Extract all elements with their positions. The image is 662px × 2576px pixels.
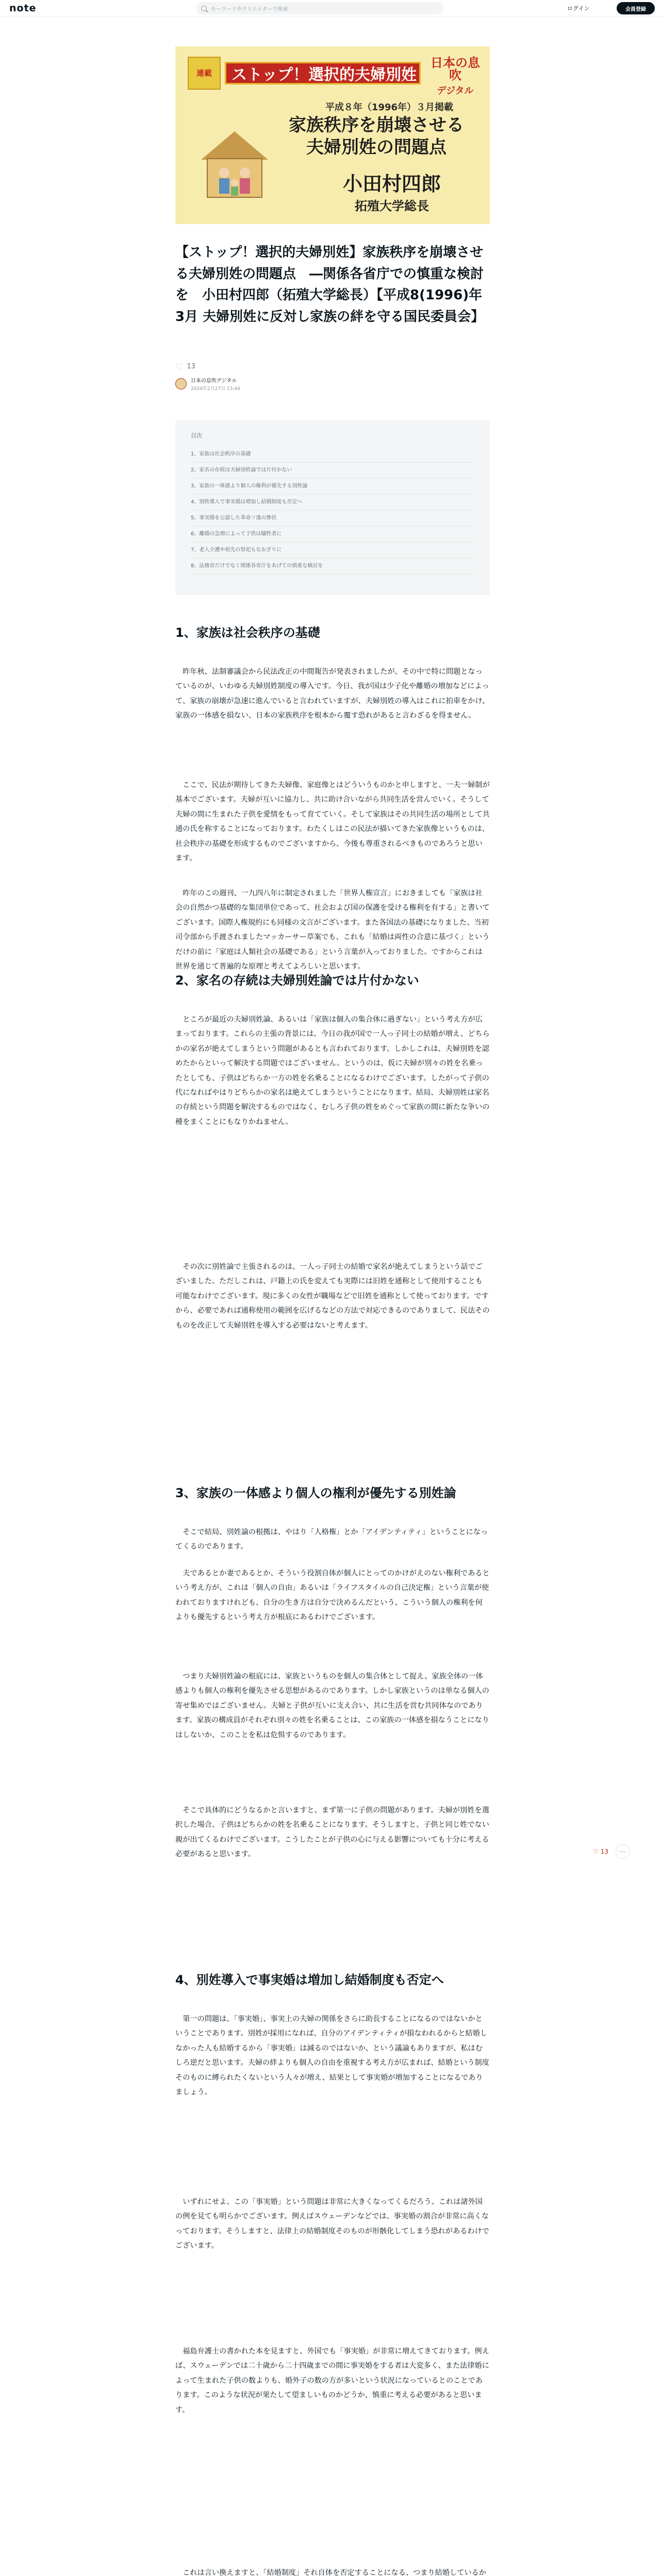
hero-affiliation: 拓殖大学総長 <box>355 199 429 213</box>
author-info[interactable] <box>175 376 240 392</box>
hero-image <box>175 46 490 224</box>
hero-title-line2: 夫婦別姓の問題点 <box>306 137 446 158</box>
note-logo[interactable]: note <box>9 3 37 14</box>
section-paragraph: その次に別姓論で主張されるのは、一人っ子同士の結婚で家名が絶えてしまうという話でございました。ただしこれは、戸籍上の氏を変えても実際には旧姓を通称として使用することも可能なわけでございます。現に多くの女性が職場などで旧姓を通称として使っております。ですから、必要であれば通称使用の範囲を広げるなどの方法で対応できるのでありまして、民法そのものを改正して夫婦別姓を導入する必要はないと考えます。 <box>175 1263 490 1330</box>
search-placeholder: キーワードやクリエイターで検索 <box>211 6 288 12</box>
section-heading: 3、家族の一体感より個人の権利が優先する別姓論 <box>175 1486 456 1500</box>
login-link[interactable]: ログイン <box>567 5 590 12</box>
section-paragraph: ここで、民法が期待してきた夫婦像、家庭像とはどういうものかと申しますと、一夫一婦制が基本でございます。夫婦が互いに協力し、共に助け合いながら共同生活を営んでいく。そうして夫婦の間に生まれた子供を愛情をもって育てていく。そして家族はその共同生活の場所として共通の氏を称することになっております。わたくしはこの民法が描いてきた家族像というものは、社会秩序の基礎を形成するものでございますから、今後も尊重されるべきものであろうと思います。 <box>175 781 490 863</box>
toc-item[interactable]: 3、家族の一体感より個人の権利が優先する別姓論 <box>191 479 474 495</box>
author-name[interactable]: 日本の息吹デジタル <box>191 378 237 384</box>
search-input[interactable] <box>196 2 443 14</box>
section-paragraph: 昨年のこの週刊、一九四八年に制定されました「世界人権宣言」におきましても「家族は社会の自然かつ基礎的な集団単位であって、社会および国の保護を受ける権利を有する」と書いてございます。国際人権規約にも同様の文言がございます。また各国法の基礎になりました、当初司令部から手渡されましたマッカーサー草案でも、これも「結婚は両性の合意に基づく」というだけの前に「家庭は人類社会の基礎である」という言葉が入っておりました。ですからこれは世界を通じて普遍的な原理と考えてよろしいと思います。 <box>175 889 490 971</box>
toc-heading[interactable]: 目次 <box>191 432 202 439</box>
section-paragraph: これは言い換えますと、「結婚制度」それ自体を否定することになる、つまり結婚しているか <box>183 2569 486 2576</box>
section-heading: 4、別姓導入で事実婚は増加し結婚制度も否定へ <box>175 1973 444 1987</box>
section-paragraph: 夫であるとか妻であるとか、そういう役割自体が個人にとってのかけがえのない権利であるという考え方が、これは「個人の自由」あるいは「ライフスタイルの自己決定権」という言葉が使われておりますけれども、自分の生き方は自分で決めるんだという、こういう個人の権利を何よりも優先するという考え方が根底にあるわけでございます。 <box>175 1569 490 1622</box>
floating-like-count: 13 <box>600 1848 609 1855</box>
series-banner: ストップ！選択的夫婦別姓 <box>225 62 421 84</box>
floating-actions <box>593 1844 630 1859</box>
brand-logo: 日本の息吹 <box>431 55 480 82</box>
section-paragraph: 昨年秋、法制審議会から民法改正の中間報告が発表されましたが、その中で特に問題となっているのが、いわゆる夫婦別姓制度の導入です。今日、我が国は少子化や離婚の増加などによって、家族の崩壊が急速に進んでいると言われていますが、夫婦別姓の導入はこれに拍車をかけ、家族の一体感を損ない、日本の家族秩序を根本から覆す恐れがあると言わざるを得ません。 <box>175 668 490 720</box>
section-paragraph: ところが最近の夫婦別姓論、あるいは「家族は個人の集合体に過ぎない」という考え方が広まっております。これらの主張の背景には、今日の我が国で一人っ子同士の結婚が増え、どちらかの家名が絶えてしまうという問題があるとも言われております。しかしこれは、夫婦別姓を認めたからといって解決する問題ではございません。というのは、仮に夫婦が別々の姓を名乗ったとしても、子供はどちらか一方の姓を名乗ることになるわけでございます。したがって子供の代になればやはりどちらかの家名は絶えてしまうということになります。結局、夫婦別姓は家名の存続という問題を解決するものではなく、むしろ子供の姓をめぐって家族の間に新たな争いの種をまくことにもなりかねません。 <box>175 1015 490 1126</box>
like-button[interactable] <box>175 362 195 371</box>
section-paragraph: そこで具体的にどうなるかと言いますと、まず第一に子供の問題があります。夫婦が別姓を選択した場合、子供はどちらかの姓を名乗ることになります。そうしますと、子供と同じ姓でない親が出てくるわけでございます。こうしたことが子供の心に与える影響についても十分に考える必要があると思います。 <box>175 1806 489 1859</box>
toc-item[interactable]: 1、家族は社会秩序の基礎 <box>191 447 474 463</box>
site-header <box>0 0 662 16</box>
section-paragraph: そこで結局、別姓論の根拠は、やはり「人格権」とか「アイデンティティ」ということになってくるのであります。 <box>175 1528 488 1551</box>
signup-button[interactable]: 会員登録 <box>617 2 655 14</box>
avatar[interactable] <box>175 378 187 389</box>
publish-date: 2024年2月27日 13:44 <box>191 386 240 392</box>
section-paragraph: いずれにせよ、この「事実婚」という問題は非常に大きくなってくるだろう、これは諸外国の例を見ても明らかでございます。例えばスウェーデンなどでは、事実婚の割合が非常に高くなっております。そうしますと、法律上の結婚制度そのものが形骸化してしまう恐れがあるわけでございます。 <box>175 2198 489 2250</box>
floating-heart-icon[interactable]: ♡ <box>593 1848 599 1855</box>
toc-item[interactable]: 7、老人介護や祖先の祭祀もなおざりに <box>191 543 474 558</box>
hero-title-line1: 家族秩序を崩壊させる <box>289 115 464 135</box>
section-heading: 1、家族は社会秩序の基礎 <box>175 625 320 640</box>
toc-item[interactable]: 6、離婚の急増によって子供は犠牲者に <box>191 527 474 543</box>
toc-item[interactable]: 5、事実婚を公認した革命ソ連の惨状 <box>191 511 474 527</box>
like-count: 13 <box>187 363 195 370</box>
search-icon <box>201 6 207 11</box>
section-paragraph: つまり夫婦別姓論の根底には、家族というものを個人の集合体として捉え、家族全体の一体感よりも個人の権利を優先させる思想があるのであります。しかし家族というのは単なる個人の寄せ集めではございません。夫婦と子供が互いに支え合い、共に生活を営む共同体なのであります。家族の構成員がそれぞれ別々の姓を名乗ることは、この家族の一体感を損なうことになりはしないか、このことを私は危惧するのであります。 <box>175 1672 489 1739</box>
family-house-icon <box>196 124 273 201</box>
section-heading: 2、家名の存続は夫婦別姓論では片付かない <box>175 973 419 988</box>
toc-item[interactable]: 4、別姓導入で事実婚は増加し結婚制度も否定へ <box>191 495 474 511</box>
toc-item[interactable]: 8、法務省だけでなく関係各省庁をあげての慎重な検討を <box>191 558 474 574</box>
section-paragraph: 第一の問題は、「事実婚」、事実上の夫婦の関係をさらに助長することになるのではないかということであります。別姓が採用になれば、自分のアイデンティティが損なわれるからと結婚しなかった人も結婚するから「事実婚」は減るのではないか、という議論もありますが、私はむしろ逆だと思います。夫婦の絆よりも個人の自由を重視する考え方が広まれば、結婚という制度そのものに縛られたくないという人々が増え、結果として事実婚が増加することになるでありましょう。 <box>175 2015 489 2097</box>
table-of-contents <box>175 420 490 595</box>
hero-title <box>268 114 485 158</box>
hero-date: 平成８年（1996年）３月掲載 <box>325 102 454 113</box>
series-tag: 連載 <box>188 57 221 90</box>
brand-sub: デジタル <box>437 86 474 96</box>
toc-item[interactable]: 2、家名の存続は夫婦別姓論では片付かない <box>191 463 474 479</box>
heart-icon: ♡ <box>175 362 183 371</box>
more-icon[interactable]: ⋯ <box>616 1844 630 1859</box>
section-paragraph: 福島弁護士の書かれた本を見ますと、外国でも「事実婚」が非常に増えてきております。例えば、スウェーデンでは二十歳から二十四歳までの間に事実婚をする者は大変多く、また法律婚によって生まれた子供の数よりも、婚外子の数の方が多いという状況になっているとのことであります。このような状況が果たして望ましいものかどうか、慎重に考える必要があると思います。 <box>175 2347 489 2414</box>
hero-author-name: 小田村四郎 <box>342 173 441 195</box>
article-title: 【ストップ！選択的夫婦別姓】家族秩序を崩壊させる夫婦別姓の問題点 ―関係各省庁での慎重な検討を 小田村四郎（拓殖大学総長）【平成8(1996)年3月 夫婦別姓に反対し家族の絆を守る国民委員会】 <box>175 245 485 325</box>
